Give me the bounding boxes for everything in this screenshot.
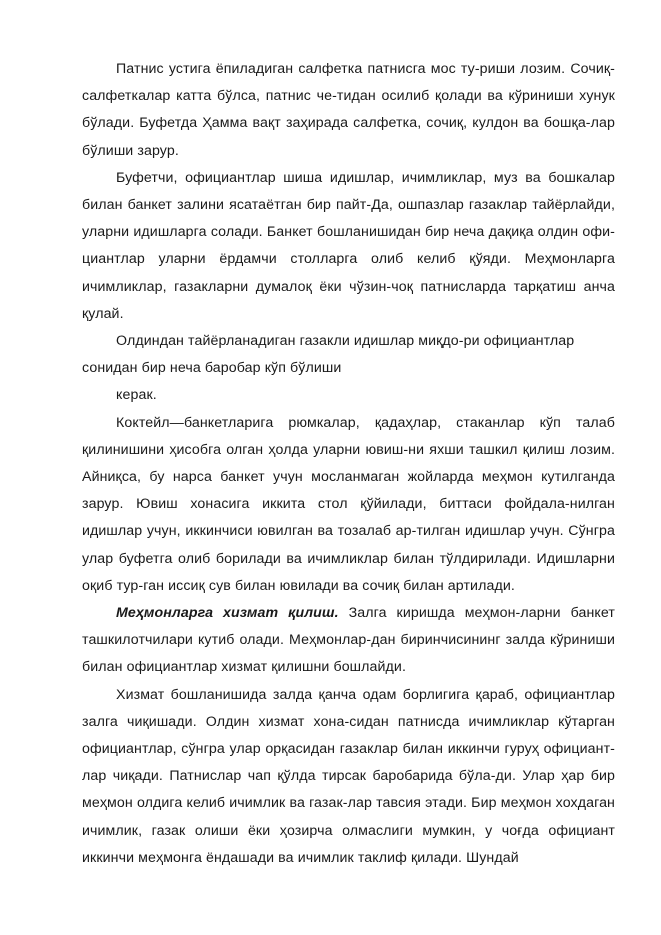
section-heading-serving-guests: Меҳмонларга хизмат қилиш. bbox=[116, 605, 339, 622]
paragraph-buffet-preparation: Буфетчи, официантлар шиша идишлар, ичимликлар, муз ва бошкалар билан банкет залини ясатаётган бир пайт-Да, ошпазлар газаклар тайёрлайди, уларни идишларга солади. Банкет бошланишидан бир неча дақиқа олдин офи-циантлар уларни ёрдамчи столларга олиб келиб қўяди. Меҳмонларга ичимликлар, газакларни думалоқ ёки чўзин-чоқ патнисларда тарқатиш анча қулай. bbox=[82, 169, 615, 322]
paragraph-serving-guests-text: Залга киришда меҳмон-ларни банкет ташкилотчилари кутиб олади. Меҳмонлар-дан биринчисининг залда кўриниши билан официантлар хизмат қилишни бошлайди. bbox=[82, 605, 615, 676]
paragraph-napkins: Патнис устига ёпиладиган салфетка патнисга мос ту-риши лозим. Сочиқ-салфеткалар катта бўлса, патнис че-тидан осилиб қолади ва кўриниши хунук бўлади. Буфетда Ҳамма вақт заҳирада салфетка, сочиқ, кулдон ва бошқа-лар бўлиши зарур. bbox=[82, 61, 615, 159]
paragraph-serving-guests bbox=[82, 600, 615, 682]
paragraph-service-start: Хизмат бошланишида залда қанча одам борлигига қараб, официантлар залга чиқишади. Олдин хизмат хона-сидан патнисда ичимликлар кўтарган официантлар, сўнгра улар орқасидан газаклар билан иккинчи гуруҳ официант-лар чиқади. Патнислар чап қўлда тирсак баробарида бўла-ди. Улар ҳар бир меҳмон олдига келиб ичимлик ва газак-лар тавсия этади. Бир меҳмон хохдаган ичимлик, газак олиши ёки ҳозирча олмаслиги мумкин, у чоғда официант иккинчи меҳмонга ёндашади ва ичимлик таклиф қилади. Шундай bbox=[82, 686, 615, 866]
paragraph-appetizer-quantity: Олдиндан тайёрланадиган газакли идишлар миқдо-ри официантлар сонидан бир неча баробар кўп бўлиши bbox=[82, 333, 575, 377]
paragraph-continuation: керак. bbox=[116, 387, 157, 404]
paragraph-glass-washing: Коктейл—банкетларига рюмкалар, қадаҳлар, стаканлар кўп талаб қилинишини ҳисобга олган ҳолда уларни ювиш-ни яхши ташкил қилиш лозим. Айниқса, бу нарса банкет учун мосланмаган жойларда меҳмон кутилганда зарур. Ювиш хонасига иккита стол қўйилади, биттаси фойдала-нилган идишлар учун, иккинчиси ювилган ва тозалаб ар-тилган идишлар учун. Сўнгра улар буфетга олиб борилади ва ичимликлар билан тўлдирилади. Идишларни оқиб тур-ган иссиқ сув билан ювилади ва сочиқ билан артилади. bbox=[82, 414, 615, 594]
document-page bbox=[82, 56, 615, 872]
